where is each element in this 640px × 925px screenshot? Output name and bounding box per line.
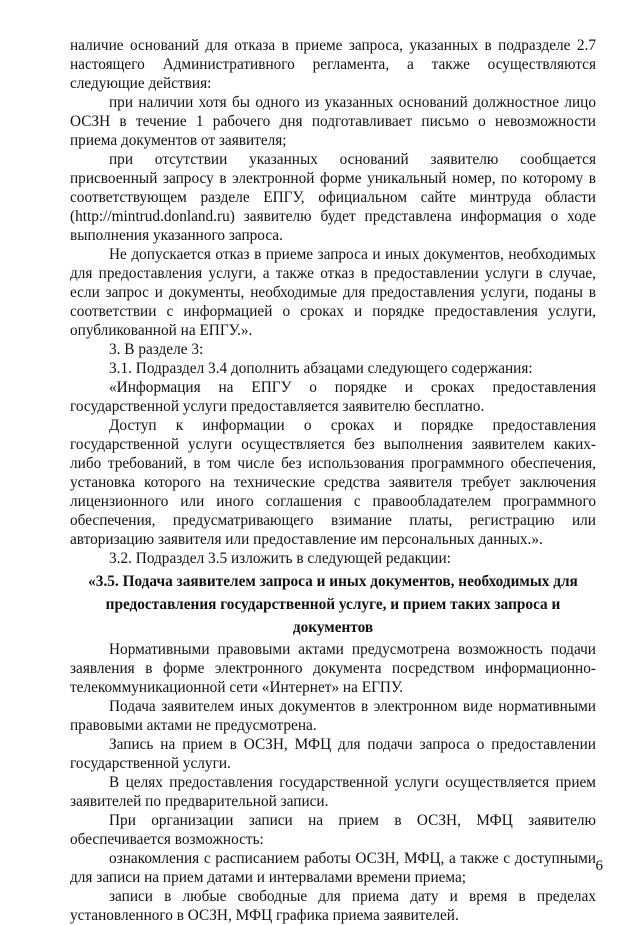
section-title: «3.5. Подача заявителем запроса и иных документов, необходимых для предоставления государственной услуге, и прием таких запроса и документов xyxy=(88,573,578,636)
paragraph: 3. В разделе 3: xyxy=(109,341,204,358)
paragraph: записи в любые свободные для приема дату и время в пределах установленного в ОСЗН, МФЦ графика приема заявителей. xyxy=(70,888,596,924)
paragraph: при отсутствии указанных оснований заявителю сообщается присвоенный запросу в электронной форме уникальный номер, по которому в соответствующем разделе ЕПГУ, официальном сайте минтруда области (http://mintrud.donland.ru) заявителю будет представлена информация о ходе выполнения указанного запроса. xyxy=(70,151,596,244)
paragraph: Доступ к информации о сроках и порядке предоставления государственной услуги осуществляется без выполнения заявителем каких-либо требований, в том числе без использования программного обеспечения, установка которого на технические средства заявителя требует заключения лицензионного или иного соглашения с правообладателем программного обеспечения, предусматривающего взимание платы, регистрацию или авторизацию заявителя или предоставление им персональных данных.». xyxy=(70,417,596,548)
document-body xyxy=(70,36,596,925)
paragraph: В целях предоставления государственной услуги осуществляется прием заявителей по предварительной записи. xyxy=(70,774,596,810)
paragraph: 3.2. Подраздел 3.5 изложить в следующей редакции: xyxy=(109,550,451,567)
page-number: 6 xyxy=(595,858,603,874)
paragraph: Запись на прием в ОСЗН, МФЦ для подачи запроса о предоставлении государственной услуги. xyxy=(70,736,596,772)
paragraph: Нормативными правовыми актами предусмотрена возможность подачи заявления в форме электронного документа посредством информационно-телекоммуникационной сети «Интернет» на ЕГПУ. xyxy=(70,641,596,696)
paragraph: «Информация на ЕПГУ о порядке и сроках предоставления государственной услуги предоставляется заявителю бесплатно. xyxy=(70,379,596,415)
paragraph: при наличии хотя бы одного из указанных оснований должностное лицо ОСЗН в течение 1 рабочего дня подготавливает письмо о невозможности приема документов от заявителя; xyxy=(70,94,596,149)
paragraph: 3.1. Подраздел 3.4 дополнить абзацами следующего содержания: xyxy=(109,360,533,377)
paragraph: ознакомления с расписанием работы ОСЗН, МФЦ, а также с доступными для записи на прием датами и интервалами времени приема; xyxy=(70,850,596,886)
paragraph: При организации записи на прием в ОСЗН, МФЦ заявителю обеспечивается возможность: xyxy=(70,812,596,848)
paragraph: наличие оснований для отказа в приеме запроса, указанных в подразделе 2.7 настоящего Административного регламента, а также осуществляются следующие действия: xyxy=(70,37,596,92)
paragraph: Подача заявителем иных документов в электронном виде нормативными правовыми актами не предусмотрена. xyxy=(70,698,596,734)
paragraph: Не допускается отказ в приеме запроса и иных документов, необходимых для предоставления услуги, а также отказ в предоставлении услуги в случае, если запрос и документы, необходимые для предоставления услуги, поданы в соответствии с информацией о сроках и порядке предоставления услуги, опубликованной на ЕПГУ.». xyxy=(70,246,596,339)
